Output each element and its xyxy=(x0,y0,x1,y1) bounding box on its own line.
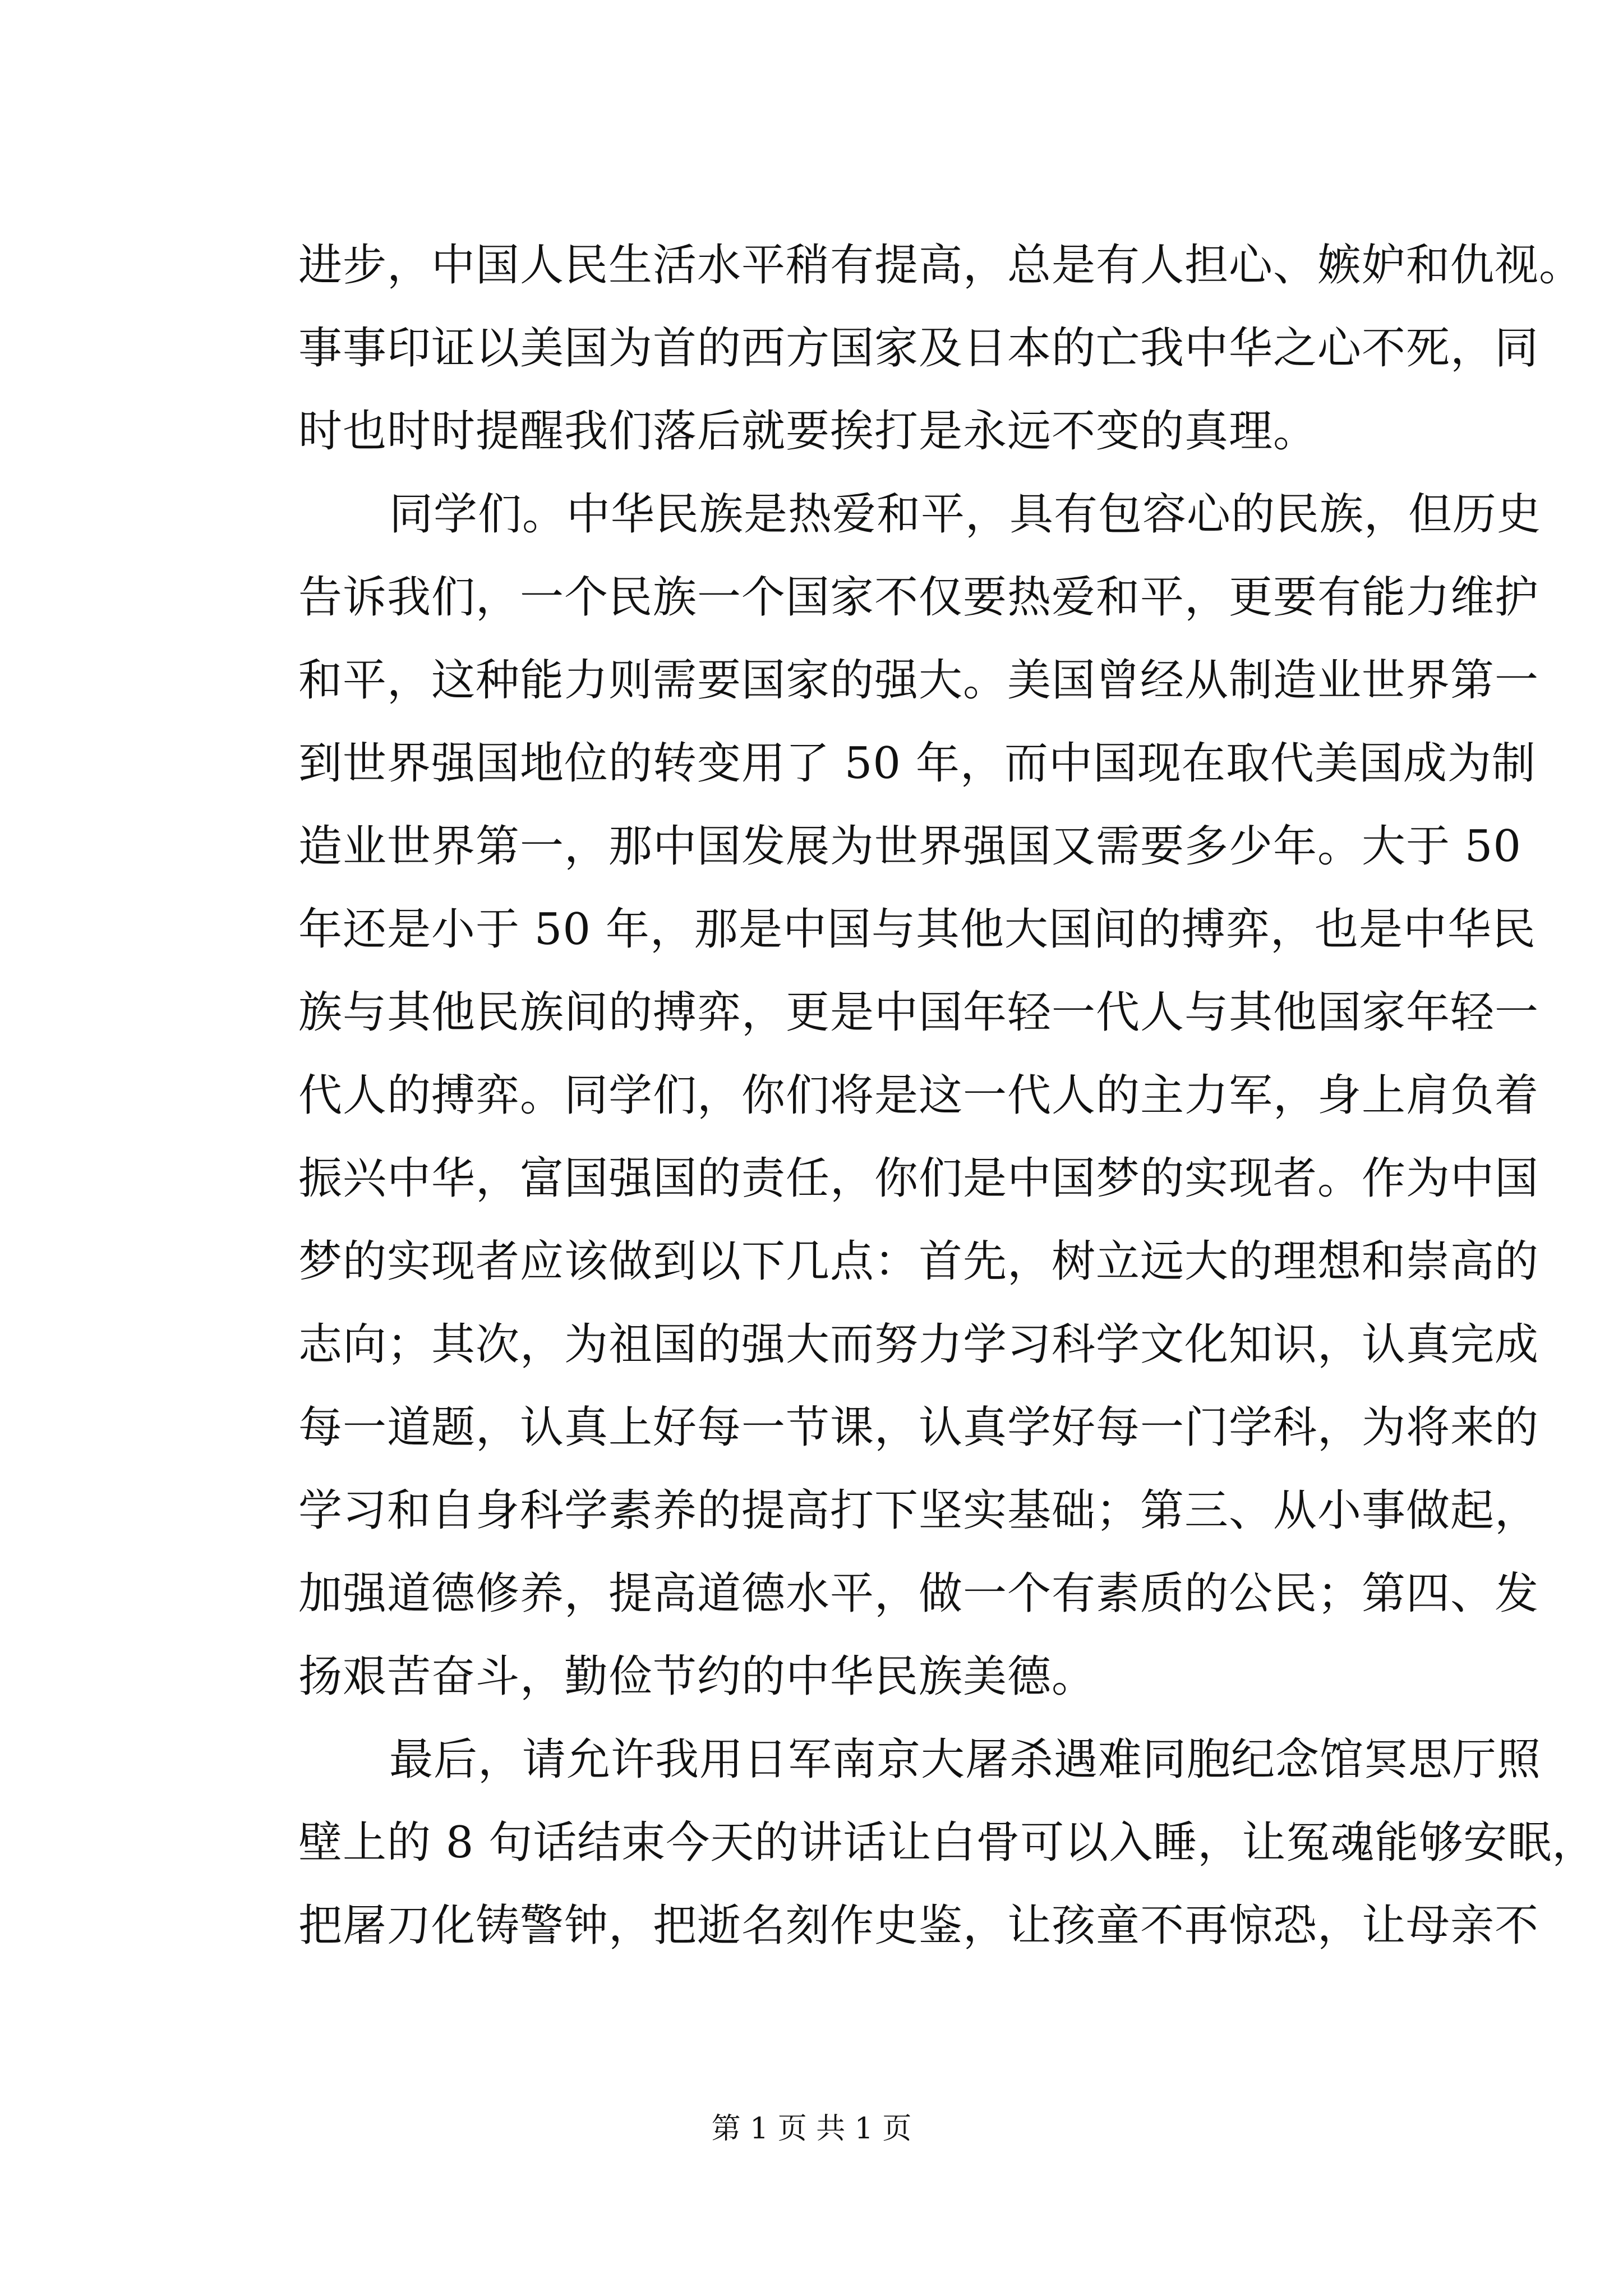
text-line: 代人的搏弈。同学们，你们将是这一代人的主力军，身上肩负着 xyxy=(298,1070,1539,1121)
text-line: 造业世界第一，那中国发展为世界强国又需要多少年。大于 50 xyxy=(298,821,1522,872)
text-line: 事事印证以美国为首的西方国家及日本的亡我中华之心不死，同 xyxy=(298,323,1539,374)
text-line: 告诉我们，一个民族一个国家不仅要热爱和平，更要有能力维护 xyxy=(298,572,1539,623)
text-line: 扬艰苦奋斗，勤俭节约的中华民族美德。 xyxy=(298,1651,1096,1702)
text-line: 同学们。中华民族是热爱和平，具有包容心的民族，但历史 xyxy=(389,489,1542,540)
text-line: 把屠刀化铸警钟，把逝名刻作史鉴，让孩童不再惊恐，让母亲不 xyxy=(298,1901,1539,1951)
text-line: 进步，中国人民生活水平稍有提高，总是有人担心、嫉妒和仇视。 xyxy=(298,240,1584,291)
text-line: 年还是小于 50 年，那是中国与其他大国间的搏弈，也是中华民 xyxy=(298,904,1536,955)
text-line: 族与其他民族间的搏弈，更是中国年轻一代人与其他国家年轻一 xyxy=(298,987,1539,1038)
text-line: 和平，这种能力则需要国家的强大。美国曾经从制造业世界第一 xyxy=(298,655,1539,706)
text-line: 振兴中华，富国强国的责任，你们是中国梦的实现者。作为中国 xyxy=(298,1153,1539,1204)
text-line: 最后，请允许我用日军南京大屠杀遇难同胞纪念馆冥思厅照 xyxy=(389,1734,1542,1785)
text-line: 加强道德修养，提高道德水平，做一个有素质的公民；第四、发 xyxy=(298,1568,1539,1619)
text-line: 学习和自身科学素养的提高打下坚实基础；第三、从小事做起， xyxy=(298,1485,1539,1536)
text-line: 每一道题，认真上好每一节课，认真学好每一门学科，为将来的 xyxy=(298,1402,1539,1453)
text-line: 时也时时提醒我们落后就要挨打是永远不变的真理。 xyxy=(298,406,1318,457)
text-line: 梦的实现者应该做到以下几点：首先，树立远大的理想和崇高的 xyxy=(298,1236,1539,1287)
text-line: 壁上的 8 句话结束今天的讲话让白骨可以入睡，让冤魂能够安眠， xyxy=(298,1818,1597,1868)
text-line: 到世界强国地位的转变用了 50 年，而中国现在取代美国成为制 xyxy=(298,738,1536,789)
text-line: 志向；其次，为祖国的强大而努力学习科学文化知识，认真完成 xyxy=(298,1319,1539,1370)
page-footer: 第 1 页 共 1 页 xyxy=(711,2112,912,2146)
